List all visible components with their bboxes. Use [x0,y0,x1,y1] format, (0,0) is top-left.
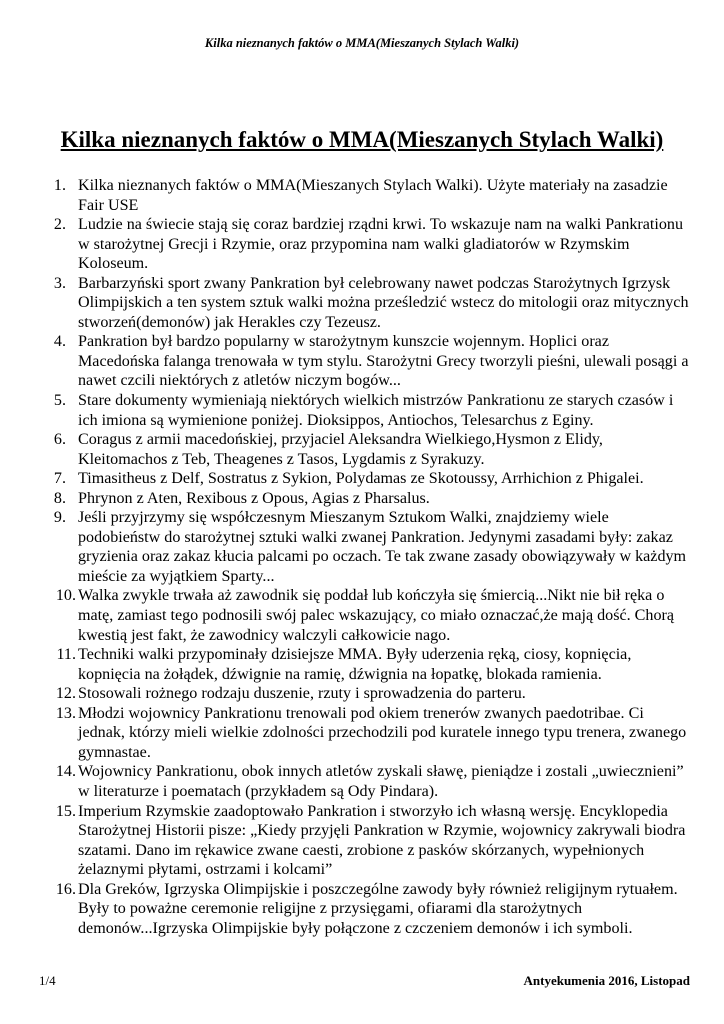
list-item [44,469,689,489]
list-item-number: 8. [53,489,66,507]
page-title: Kilka nieznanych faktów o MMA(Mieszanych Stylach Walki) [60,127,664,152]
list-item-text: Kilka nieznanych faktów o MMA(Mieszanych Stylach Walki). Użyte materiały na zasadzie Fair USE [78,177,668,214]
list-item [44,176,689,215]
list-item [44,489,689,509]
list-item-number: 12. [55,685,76,703]
list-item [44,274,689,333]
list-item [44,332,689,391]
list-item-text: Stosowali rożnego rodzaju duszenie, rzuty i sprowadzenia do parteru. [78,685,526,703]
page-number: 1/4 [39,973,56,988]
list-item-text: Młodzi wojownicy Pankrationu trenowali pod okiem trenerów zwanych paedotribae. Ci jednak, którzy mieli wielkie zdolności przechodzili pod kuratele innego typu trenera, zwanego gymnastae. [78,704,687,761]
list-item-number: 10. [55,587,76,605]
list-item-text: Walka zwykle trwała aż zawodnik się poddał lub kończyła się śmiercią...Nikt nie bił ręka o matę, zamiast tego podnosili swój palec wskazujący, co miało oznaczać,że mają dość. Chorą kwestią jest fakt, że zawodnicy walczyli całkowicie nago. [78,587,674,644]
list-item [44,684,689,704]
list-item-number: 16. [55,880,76,898]
list-item-text: Wojownicy Pankrationu, obok innych atletów zyskali sławę, pieniądze i zostali „uwiecznieni” w literaturze i poematach (przykładem są Ody Pindara). [78,763,684,800]
list-item-number: 4. [53,333,66,351]
list-item-text: Jeśli przyjrzymy się współczesnym Mieszanym Sztukom Walki, znajdziemy wiele podobieństw do starożytnej sztuki walki zwanej Pankration. Jedynymi zasadami były: zakaz gryzienia oraz zakaz kłucia palcami po oczach. Te tak zwane zasady obowiązywały w każdym mieście za wyjątkiem Sparty... [78,509,687,585]
list-item [44,215,689,274]
list-item-number: 14. [55,763,76,781]
list-item-number: 2. [53,216,66,234]
list-item-number: 13. [55,704,76,722]
list-item-number: 9. [53,509,66,527]
list-item [44,880,689,939]
list-item-number: 3. [53,274,66,292]
list-item-text: Techniki walki przypominały dzisiejsze MMA. Były uderzenia ręką, ciosy, kopnięcia, kopnięcia na żołądek, dźwignie na ramię, dźwignia na łopatkę, blokada ramienia. [78,646,632,683]
running-header: Kilka nieznanych faktów o MMA(Mieszanych Stylach Walki) [204,36,520,50]
list-item [44,645,689,684]
list-item-text: Pankration był bardzo popularny w starożytnym kunszcie wojennym. Hoplici oraz Macedońska falanga trenowała w tym stylu. Starożytni Grecy tworzyli pieśni, ulewali posągi a nawet czcili niektórych z atletów niczym bogów... [78,333,689,390]
list-item-number: 11. [56,646,76,664]
list-item-number: 1. [53,177,66,194]
list-item-number: 6. [53,431,66,449]
list-item-text: Timasitheus z Delf, Sostratus z Sykion, Polydamas ze Skotoussy, Arrhichion z Phigalei. [78,470,644,488]
list-item [44,430,689,469]
list-item-text: Dla Greków, Igrzyska Olimpijskie i poszczególne zawody były również religijnym rytuałem. Były to poważne ceremonie religijne z przysięgami, ofiarami dla starożytnych demonów...Igrzyska Olimpijskie były połączone z czczeniem demonów i ich symboli. [78,880,678,937]
list-item-text: Coragus z armii macedońskiej, przyjaciel Aleksandra Wielkiego,Hysmon z Elidy, Kleitomachos z Teb, Theagenes z Tasos, Lygdamis z Syrakuzy. [78,431,603,468]
facts-list [44,176,689,938]
list-item-text: Phrynon z Aten, Rexibous z Opous, Agias z Pharsalus. [78,489,430,507]
list-item-number: 7. [53,470,66,488]
list-item [44,586,689,645]
footer-source: Antyekumenia 2016, Listopad [523,973,690,988]
list-item [44,391,689,430]
list-item-number: 15. [55,802,76,820]
list-item [44,762,689,801]
list-item [44,802,689,880]
list-item [44,508,689,586]
list-item-text: Imperium Rzymskie zaadoptowało Pankration i stworzyło ich własną wersję. Encyklopedia Starożytnej Historii pisze: „Kiedy przyjęli Pankration w Rzymie, wojownicy zakrywali biodra szatami. Dano im rękawice zwane caesti, zrobione z pasków skórzanych, wypełnionych żelaznymi płytami, ostrzami i kolcami” [78,802,686,879]
list-item-text: Barbarzyński sport zwany Pankration był celebrowany nawet podczas Starożytnych Igrzysk Olimpijskich a ten system sztuk walki można prześledzić wstecz do mitologii oraz mitycznych stworzeń(demonów) jak Herakles czy Tezeusz. [78,274,689,331]
list-item [44,704,689,763]
list-item-text: Stare dokumenty wymieniają niektórych wielkich mistrzów Pankrationu ze starych czasów i ich imiona są wymienione poniżej. Dioksippos, Antiochos, Telesarchus z Eginy. [78,392,674,429]
list-item-text: Ludzie na świecie stają się coraz bardziej rządni krwi. To wskazuje nam na walki Pankrationu w starożytnej Grecji i Rzymie, oraz przypomina nam walki gladiatorów w Rzymskim Koloseum. [78,216,683,273]
list-item-number: 5. [53,392,66,410]
